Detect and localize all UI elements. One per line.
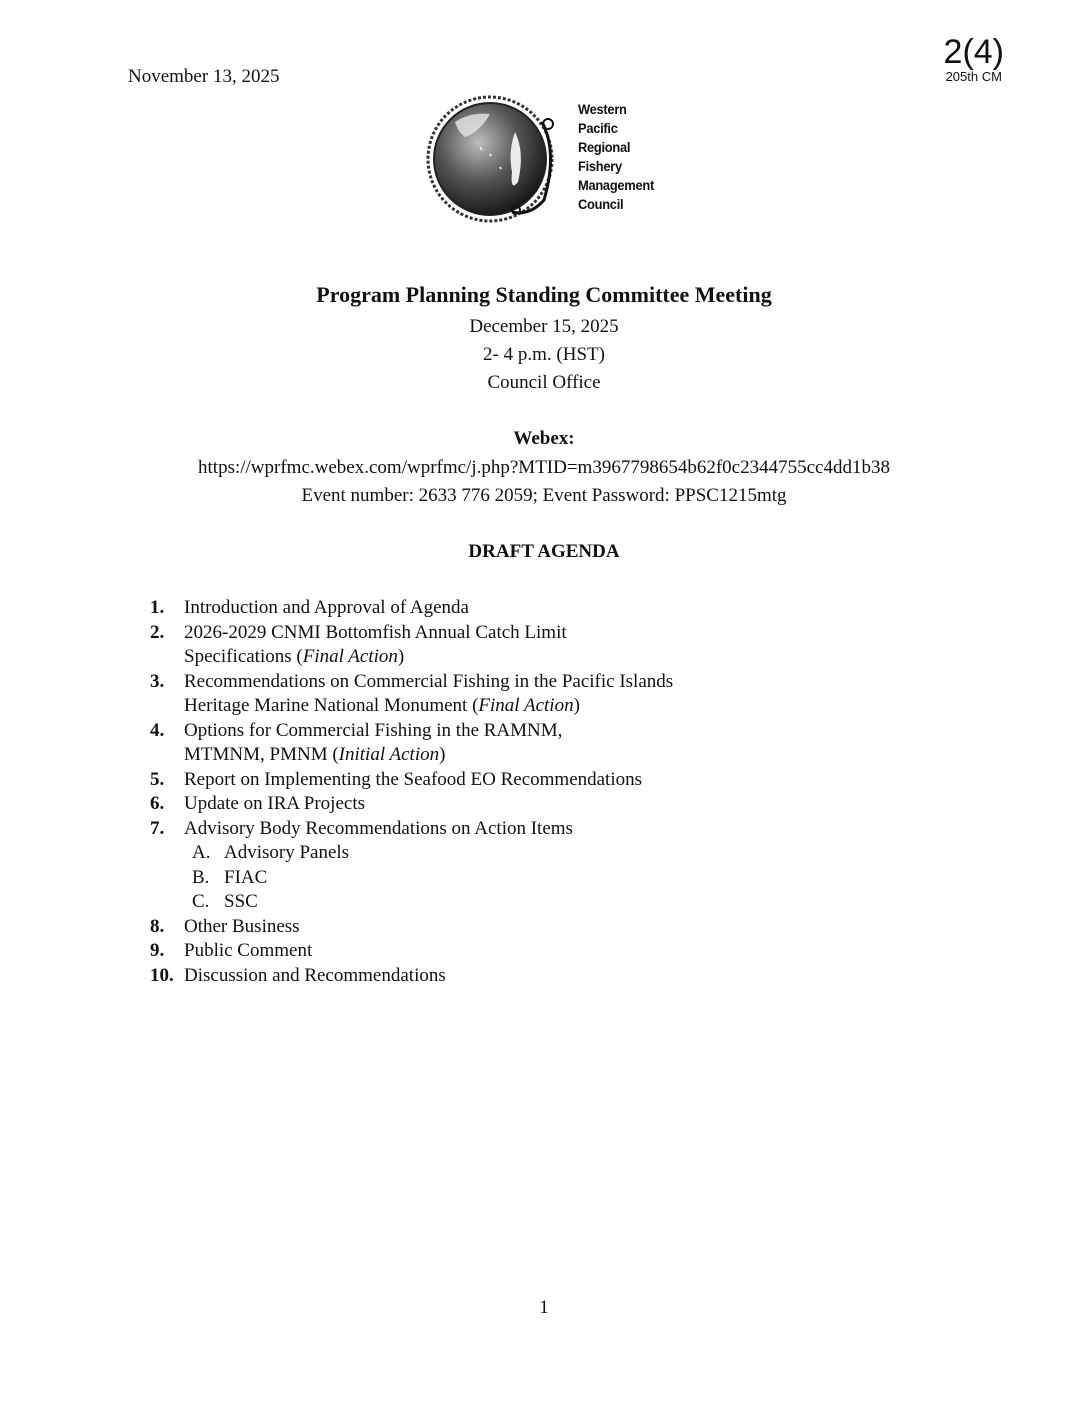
agenda-item-body bbox=[184, 719, 562, 768]
agenda-item-text-cont bbox=[184, 694, 673, 719]
agenda-item-body bbox=[184, 670, 673, 719]
agenda-item bbox=[150, 817, 673, 842]
doc-number-sub: 205th CM bbox=[945, 69, 1002, 84]
org-name-line: Management bbox=[578, 177, 654, 193]
agenda-item-text: Introduction and Approval of Agenda bbox=[184, 597, 469, 618]
agenda-item-text-cont bbox=[184, 743, 562, 768]
meeting-details bbox=[0, 313, 1088, 397]
agenda-item bbox=[150, 915, 673, 940]
agenda-item-text-cont bbox=[184, 645, 567, 670]
meeting-date: December 15, 2025 bbox=[469, 316, 619, 337]
agenda-subitem-letter: C. bbox=[192, 891, 210, 912]
agenda-item-number: 3. bbox=[150, 670, 165, 692]
agenda-item-number: 5. bbox=[150, 768, 165, 790]
agenda-item bbox=[150, 719, 673, 768]
org-name-line: Fishery bbox=[578, 158, 622, 174]
doc-number-main: 2(4) bbox=[943, 33, 1004, 71]
agenda-item-text: Discussion and Recommendations bbox=[184, 964, 446, 986]
agenda-item-number: 7. bbox=[150, 817, 165, 839]
agenda-item-number: 10. bbox=[150, 964, 174, 986]
agenda-item-text: Update on IRA Projects bbox=[184, 793, 366, 814]
agenda-item-text: 2026-2029 CNMI Bottomfish Annual Catch Limit bbox=[184, 621, 567, 643]
agenda-item bbox=[150, 621, 673, 670]
org-name-line: Council bbox=[578, 196, 624, 212]
agenda-item bbox=[150, 964, 673, 989]
agenda-item-text: Report on Implementing the Seafood EO Recommendations bbox=[184, 768, 643, 790]
agenda-item-action: Final Action bbox=[478, 695, 574, 716]
agenda-item bbox=[150, 792, 673, 817]
agenda-list bbox=[150, 596, 673, 988]
org-name-line: Western bbox=[578, 101, 627, 117]
agenda-item-text: Recommendations on Commercial Fishing in the Pacific Islands bbox=[184, 670, 674, 692]
meeting-time: 2- 4 p.m. (HST) bbox=[483, 344, 605, 365]
agenda-subitem bbox=[150, 841, 673, 866]
agenda-item-action: Final Action bbox=[302, 646, 398, 667]
agenda-item-number: 4. bbox=[150, 719, 165, 741]
webex-details bbox=[0, 454, 1088, 510]
agenda-item-text: Advisory Body Recommendations on Action Items bbox=[184, 817, 573, 839]
agenda-item-text: Other Business bbox=[184, 915, 300, 937]
document-number bbox=[944, 34, 1004, 84]
org-name bbox=[578, 100, 661, 214]
agenda-subitem bbox=[150, 890, 673, 915]
agenda-item-text-part: ) bbox=[573, 695, 580, 716]
agenda-item bbox=[150, 939, 673, 964]
agenda-subitem-text: SSC bbox=[224, 891, 258, 912]
agenda-item-text-part: Heritage Marine National Monument ( bbox=[184, 695, 479, 716]
agenda-item-text: Public Comment bbox=[184, 940, 313, 961]
agenda-heading: DRAFT AGENDA bbox=[468, 541, 620, 562]
webex-link[interactable]: https://wprfmc.webex.com/wprfmc/j.php?MTID=m3967798654b62f0c2344755cc4dd1b38 bbox=[198, 457, 890, 478]
document-date: November 13, 2025 bbox=[128, 66, 280, 87]
agenda-item-number: 6. bbox=[150, 793, 165, 814]
org-name-line: Pacific bbox=[578, 120, 618, 136]
page-number: 1 bbox=[539, 1297, 549, 1318]
council-logo-globe bbox=[420, 92, 580, 226]
agenda-item-text-part: ) bbox=[439, 744, 446, 765]
agenda-subitem-letter: B. bbox=[192, 866, 210, 888]
meeting-location: Council Office bbox=[487, 372, 601, 393]
agenda-subitem-text: FIAC bbox=[224, 866, 268, 888]
org-name-line: Regional bbox=[578, 139, 631, 155]
agenda-subitem bbox=[150, 866, 673, 891]
agenda-item-text-part: ) bbox=[397, 646, 405, 667]
agenda-item bbox=[150, 670, 673, 719]
agenda-item-number: 9. bbox=[150, 940, 165, 961]
meeting-title: Program Planning Standing Committee Meeting bbox=[316, 282, 772, 307]
agenda-item-body bbox=[184, 621, 567, 670]
webex-label: Webex: bbox=[513, 428, 575, 449]
agenda-item-number: 2. bbox=[150, 621, 165, 643]
agenda-subitem-text: Advisory Panels bbox=[224, 842, 350, 863]
agenda-item-action: Initial Action bbox=[338, 744, 440, 765]
agenda-item bbox=[150, 768, 673, 793]
agenda-subitem-letter: A. bbox=[192, 842, 211, 863]
agenda-item-text-part: Specifications ( bbox=[184, 646, 303, 667]
agenda-item bbox=[150, 596, 673, 621]
agenda-item-number: 8. bbox=[150, 915, 165, 937]
webex-event-info: Event number: 2633 776 2059; Event Password: PPSC1215mtg bbox=[301, 485, 787, 506]
agenda-item-number: 1. bbox=[150, 597, 165, 618]
agenda-item-text: Options for Commercial Fishing in the RAMNM, bbox=[184, 719, 563, 741]
agenda-item-text-part: MTMNM, PMNM ( bbox=[184, 744, 339, 765]
